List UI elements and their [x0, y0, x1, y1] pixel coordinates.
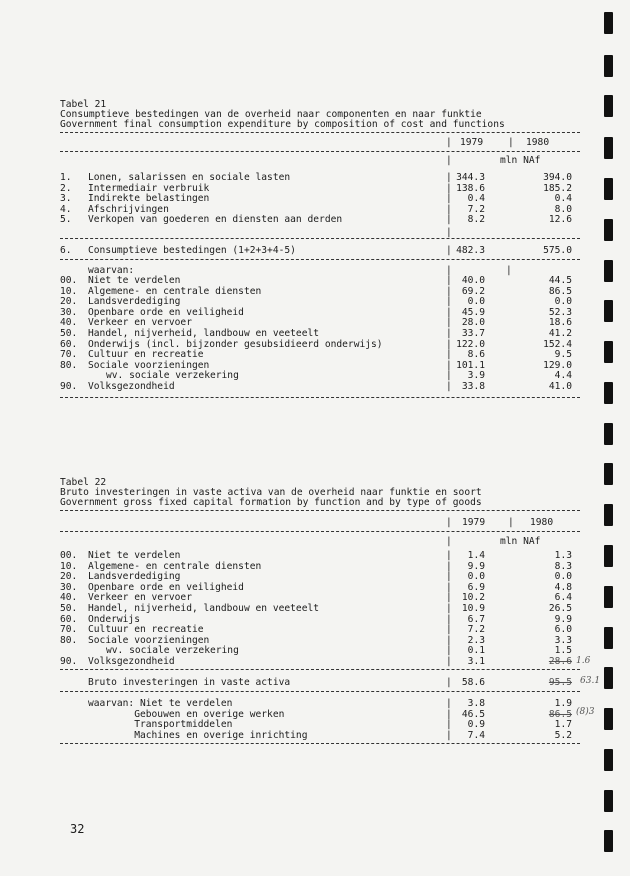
value-1980: 1.9	[554, 698, 572, 709]
row-label: Consumptieve bestedingen (1+2+3+4-5)	[88, 245, 296, 256]
table-row: Machines en overige inrichting | 7.4 5.2	[88, 729, 572, 741]
value-1979: 0.1	[467, 645, 485, 657]
rule	[60, 510, 580, 511]
binding-mark	[604, 178, 613, 200]
binding-mark	[604, 219, 613, 241]
row-label: Cultuur en recreatie	[88, 624, 204, 636]
row-label: Landsverdediging	[88, 296, 181, 308]
value-1980: 18.6	[548, 317, 572, 329]
handwritten-correction: (8)3	[576, 706, 595, 717]
row-label: Gebouwen en overige werken	[88, 708, 285, 720]
row-code: 5.	[60, 214, 72, 226]
row-label: Machines en overige inrichting	[88, 729, 308, 741]
row-label: Verkeer en vervoer	[88, 317, 192, 329]
value-1979: 7.2	[467, 624, 485, 636]
row-code: 00.	[60, 550, 78, 561]
value-1980: 6.4	[554, 592, 572, 604]
table-row: 90. Volksgezondheid | 3.1 28.6 1.6	[60, 656, 591, 667]
binding-mark	[604, 95, 613, 117]
row-label: Handel, nijverheid, landbouw en veeteelt	[88, 328, 320, 339]
binding-mark	[604, 341, 613, 363]
handwritten-correction: 63.1	[580, 676, 601, 686]
value-1980: 86.5	[548, 708, 572, 720]
row-label: Openbare orde en veiligheid	[88, 581, 244, 593]
value-1979: 28.0	[461, 317, 485, 329]
value-1979: 101.1	[456, 359, 485, 371]
rule	[60, 691, 580, 692]
row-label: Onderwijs	[88, 613, 140, 625]
rule	[60, 259, 580, 260]
value-1979: 2.3	[467, 634, 485, 646]
value-1979: 8.6	[467, 349, 485, 361]
row-label: Openbare orde en veiligheid	[88, 306, 244, 318]
value-1980: 8.3	[554, 560, 572, 572]
value-1979: 122.0	[456, 338, 485, 350]
year-header: | 1979 | 1980	[446, 517, 554, 528]
table-21-title-nl: Consumptieve bestedingen van de overheid naar componenten en naar funktie	[60, 109, 482, 120]
row-code: 3.	[60, 193, 72, 205]
value-1980: 394.0	[543, 172, 572, 183]
row-label: Afschrijvingen	[88, 203, 169, 215]
rule	[60, 531, 580, 532]
row-label: Verkeer en vervoer	[88, 592, 192, 604]
table-row: 50. Handel, nijverheid, landbouw en veeteelt | 33.7 41.2	[60, 328, 572, 339]
row-label: wv. sociale verzekering	[106, 370, 239, 382]
row-label: Cultuur en recreatie	[88, 349, 204, 361]
value-1980: 0.0	[554, 571, 572, 583]
row-code: 50.	[60, 328, 78, 339]
value-1980: 4.8	[554, 581, 572, 593]
unit-row: | mln NAf	[446, 536, 541, 547]
table-row: 10. Algemene- en centrale diensten | 69.2 86.5	[60, 285, 572, 297]
row-label: Bruto investeringen in vaste activa	[88, 677, 291, 688]
value-1979: 10.2	[461, 592, 485, 604]
binding-mark	[604, 830, 613, 852]
binding-mark	[604, 708, 613, 730]
binding-mark	[604, 504, 613, 526]
table-22	[60, 477, 601, 748]
unit-row: | mln NAf	[446, 155, 541, 166]
row-label: Transportmiddelen	[88, 719, 233, 731]
table-row: 60. Onderwijs (incl. bijzonder gesubsidieerd onderwijs) | 122.0 152.4	[60, 338, 572, 350]
value-1980: 44.5	[548, 275, 572, 286]
table-row: 40. Verkeer en vervoer | 10.2 6.4	[60, 592, 572, 604]
value-1979: 0.4	[467, 193, 485, 205]
row-label: Niet te verdelen	[88, 275, 181, 286]
value-1979: 58.6	[461, 677, 485, 688]
row-label: Volksgezondheid	[88, 381, 175, 392]
row-label: Sociale voorzieningen	[88, 634, 210, 646]
row-code: 10.	[60, 285, 78, 297]
handwritten-correction: 1.6	[576, 656, 591, 666]
value-1979: 6.9	[467, 581, 485, 593]
value-1980: 86.5	[548, 285, 572, 297]
total-row: 6. Consumptieve bestedingen (1+2+3+4-5) | 482.3 575.0	[60, 245, 572, 256]
value-1980: 4.4	[554, 370, 572, 382]
value-1979: 0.9	[467, 719, 485, 731]
value-1979: 1.4	[467, 550, 485, 561]
table-row: 70. Cultuur en recreatie | 7.2 6.0	[60, 624, 572, 636]
binding-mark	[604, 423, 613, 445]
binding-mark	[604, 749, 613, 771]
value-1980: 9.9	[554, 613, 572, 625]
table-row: 4. Afschrijvingen | 7.2 8.0	[60, 203, 572, 215]
value-1980: 0.4	[554, 193, 572, 205]
row-code: 1.	[60, 172, 72, 183]
row-code: 10.	[60, 560, 78, 572]
row-code: 60.	[60, 338, 78, 350]
row-label: Lonen, salarissen en sociale lasten	[88, 172, 291, 183]
value-1980: 129.0	[543, 359, 572, 371]
table-21	[60, 100, 580, 405]
value-1979: 9.9	[467, 560, 485, 572]
value-1979: 0.0	[467, 571, 485, 583]
row-label: Volksgezondheid	[88, 656, 175, 667]
row-code: 2.	[60, 182, 72, 194]
row-code: 40.	[60, 317, 78, 329]
rule	[60, 669, 580, 670]
value-1979: 45.9	[461, 306, 485, 318]
value-1979: 7.2	[467, 203, 485, 215]
table-21-label: Tabel 21	[60, 99, 107, 110]
page-number: 32	[70, 822, 85, 836]
value-1979: 3.8	[467, 698, 485, 709]
table-22-label: Tabel 22	[60, 477, 107, 488]
row-code: 90.	[60, 381, 78, 392]
table-row: 1. Lonen, salarissen en sociale lasten | 344.3 394.0	[60, 172, 572, 183]
row-label: Indirekte belastingen	[88, 193, 210, 205]
value-1979: 7.4	[467, 729, 485, 741]
row-code: 4.	[60, 203, 72, 215]
binding-mark	[604, 300, 613, 322]
total-row: Bruto investeringen in vaste activa | 58.6 95.5	[88, 677, 572, 688]
value-1980: 3.3	[554, 634, 572, 646]
value-1980: 1.7	[554, 719, 572, 731]
table-row: 40. Verkeer en vervoer | 28.0 18.6	[60, 317, 572, 329]
value-1979: 138.6	[456, 182, 485, 194]
table-22-title-nl: Bruto investeringen in vaste activa van de overheid naar funktie en soort	[60, 487, 482, 498]
table-row: 30. Openbare orde en veiligheid | 6.9 4.8	[60, 581, 572, 593]
value-1979: 69.2	[461, 285, 485, 297]
waarvan-label: waarvan:	[88, 265, 135, 276]
binding-mark	[604, 12, 613, 34]
row-label: Onderwijs (incl. bijzonder gesubsidieerd onderwijs)	[88, 338, 383, 350]
value-1979: 46.5	[461, 708, 485, 720]
table-row: 30. Openbare orde en veiligheid | 45.9 52.3	[60, 306, 572, 318]
value-1979: 40.0	[461, 275, 485, 286]
unit-label: mln NAf	[500, 536, 541, 547]
table-row: 5. Verkopen van goederen en diensten aan derden | 8.2 12.6	[60, 214, 572, 226]
value-1980: 1.3	[554, 550, 572, 561]
year-1979: 1979	[460, 137, 484, 148]
row-code: 30.	[60, 581, 78, 593]
value-1979: 482.3	[456, 245, 485, 256]
value-1979: 0.0	[467, 296, 485, 308]
row-code: 70.	[60, 624, 78, 636]
row-label: Handel, nijverheid, landbouw en veeteelt	[88, 603, 320, 614]
binding-mark	[604, 627, 613, 649]
value-1980: 575.0	[543, 245, 572, 256]
unit-label: mln NAf	[500, 155, 541, 166]
rule	[60, 132, 580, 133]
value-1980: 6.0	[554, 624, 572, 636]
row-label: Intermediair verbruik	[88, 182, 210, 194]
value-1980: 5.2	[554, 729, 572, 741]
table-row: 20. Landsverdediging | 0.0 0.0	[60, 571, 572, 583]
year-1980: 1980	[526, 137, 550, 148]
value-1980: 185.2	[543, 182, 572, 194]
row-label: Niet te verdelen	[88, 550, 181, 561]
binding-mark	[604, 667, 613, 689]
table-row: 60. Onderwijs | 6.7 9.9	[60, 613, 572, 625]
table-row: wv. sociale verzekering | 0.1 1.5	[106, 645, 572, 657]
year-1980: 1980	[530, 517, 554, 528]
value-1980: 41.2	[548, 328, 572, 339]
row-code: 20.	[60, 296, 78, 308]
binding-mark	[604, 382, 613, 404]
table-row: 20. Landsverdediging | 0.0 0.0	[60, 296, 572, 308]
table-21-title-en: Government final consumption expenditure by composition of cost and functions	[60, 119, 505, 130]
table-row: 80. Sociale voorzieningen | 2.3 3.3	[60, 634, 572, 646]
table-row: 00. Niet te verdelen | 1.4 1.3	[60, 550, 572, 561]
value-1980: 8.0	[554, 203, 572, 215]
binding-mark	[604, 55, 613, 77]
value-1979: 3.9	[467, 370, 485, 382]
row-code: 00.	[60, 275, 78, 286]
value-1979: 344.3	[456, 172, 485, 183]
row-code: 80.	[60, 634, 78, 646]
table-row: 2. Intermediair verbruik | 138.6 185.2	[60, 182, 572, 194]
rule	[60, 397, 580, 398]
row-label: Verkopen van goederen en diensten aan derden	[88, 214, 343, 226]
table-row: wv. sociale verzekering | 3.9 4.4	[106, 370, 572, 382]
rule	[60, 743, 580, 744]
year-1979: 1979	[462, 517, 486, 528]
row-code: 50.	[60, 603, 78, 614]
row-code: 70.	[60, 349, 78, 361]
value-1979: 8.2	[467, 214, 485, 226]
row-label: Sociale voorzieningen	[88, 359, 210, 371]
value-1980: 41.0	[548, 381, 572, 392]
binding-mark	[604, 463, 613, 485]
row-code: 6.	[60, 245, 72, 256]
row-label: Algemene- en centrale diensten	[88, 560, 262, 572]
rule	[60, 151, 580, 152]
binding-mark	[604, 586, 613, 608]
rule	[60, 238, 580, 239]
row-label: wv. sociale verzekering	[106, 645, 239, 657]
binding-mark	[604, 545, 613, 567]
value-1979: 10.9	[461, 603, 485, 614]
value-1979: 6.7	[467, 613, 485, 625]
table-row: 50. Handel, nijverheid, landbouw en veeteelt | 10.9 26.5	[60, 603, 572, 614]
spacer-row: |	[446, 227, 452, 238]
row-code: 20.	[60, 571, 78, 583]
value-1980: 26.5	[548, 603, 572, 614]
value-1980: 52.3	[548, 306, 572, 318]
row-code: 80.	[60, 359, 78, 371]
value-1980: 152.4	[543, 338, 572, 350]
value-1980: 1.5	[554, 645, 572, 657]
row-code: 40.	[60, 592, 78, 604]
row-label: Landsverdediging	[88, 571, 181, 583]
row-label: waarvan: Niet te verdelen	[88, 698, 233, 709]
value-1979: 33.8	[461, 381, 485, 392]
value-1979: 3.1	[467, 656, 485, 667]
table-row: Gebouwen en overige werken | 46.5 86.5 (8)3	[88, 706, 595, 720]
row-code: 30.	[60, 306, 78, 318]
table-row: 3. Indirekte belastingen | 0.4 0.4	[60, 193, 572, 205]
year-header: | 1979 | 1980	[446, 137, 550, 148]
table-22-title-en: Government gross fixed capital formation by function and by type of goods	[60, 497, 482, 508]
table-row: waarvan: Niet te verdelen | 3.8 1.9	[88, 698, 572, 709]
waarvan-row: waarvan: | |	[88, 265, 512, 276]
table-row: 80. Sociale voorzieningen | 101.1 129.0	[60, 359, 572, 371]
table-row: 90. Volksgezondheid | 33.8 41.0	[60, 381, 572, 392]
table-row: 70. Cultuur en recreatie | 8.6 9.5	[60, 349, 572, 361]
binding-mark	[604, 137, 613, 159]
value-1980: 12.6	[548, 214, 572, 226]
binding-mark	[604, 790, 613, 812]
row-code: 90.	[60, 656, 78, 667]
value-1980: 9.5	[554, 349, 572, 361]
row-label: Algemene- en centrale diensten	[88, 285, 262, 297]
value-1980: 0.0	[554, 296, 572, 308]
value-1979: 33.7	[461, 328, 485, 339]
value-1980: 28.6	[548, 656, 572, 667]
table-row: Transportmiddelen | 0.9 1.7	[88, 719, 572, 731]
table-row: 00. Niet te verdelen | 40.0 44.5	[60, 275, 572, 286]
binding-mark	[604, 260, 613, 282]
value-1980: 95.5	[548, 677, 572, 688]
row-code: 60.	[60, 613, 78, 625]
table-row: 10. Algemene- en centrale diensten | 9.9 8.3	[60, 560, 572, 572]
